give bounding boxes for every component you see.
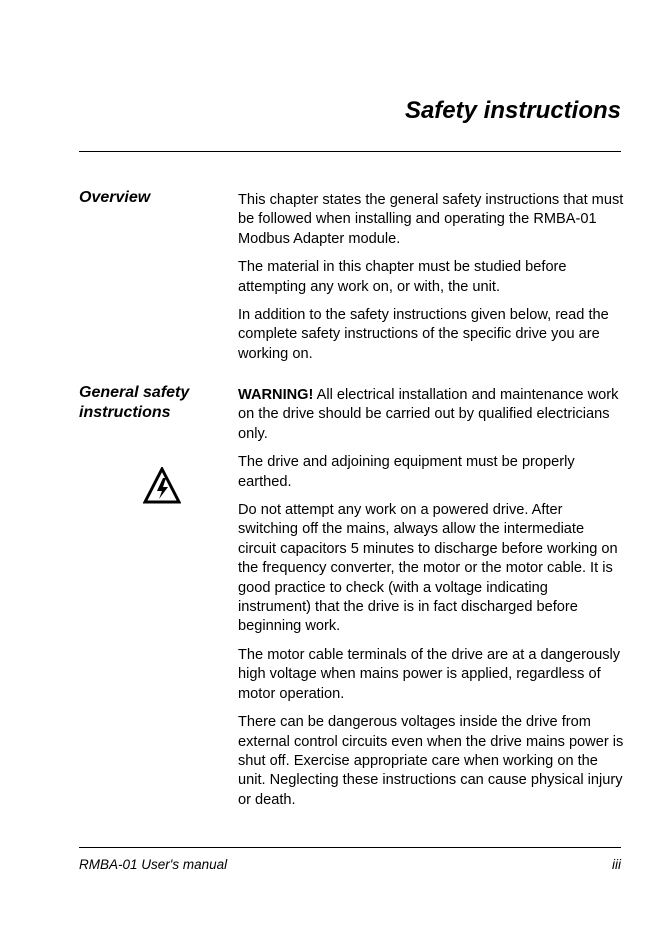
- warning-label: WARNING!: [238, 387, 314, 403]
- general-safety-heading: [79, 383, 189, 423]
- safety-paragraph-external-voltage: There can be dangerous voltages inside the drive from external control circuits even when the drive mains power is shut off. Exercise appropriate care when working on the unit. Neglecting these instructions can cause physical injury or death.: [238, 714, 624, 808]
- overview-paragraph-2: The material in this chapter must be studied before attempting any work on, or with, the unit.: [238, 259, 567, 295]
- safety-paragraph-motor-cable: The motor cable terminals of the drive are at a dangerously high voltage when mains power is applied, regardless of motor operation.: [238, 646, 621, 702]
- chapter-title: Safety instructions: [404, 97, 621, 124]
- warning-paragraph: [238, 386, 624, 444]
- overview-heading: Overview: [79, 189, 151, 206]
- footer-rule: [79, 847, 621, 848]
- overview-body: [238, 191, 624, 373]
- warning-text: All electrical installation and maintenance work on the drive should be carried out by qualified electricians only.: [238, 387, 619, 442]
- safety-paragraph-powered-drive: Do not attempt any work on a powered drive. After switching off the mains, always allow the intermediate circuit capacitors 5 minutes to discharge before working on the frequency converter, the motor or the motor cable. It is good practice to check (with a voltage indicating instrument) that the drive is in fact discharged before beginning work.: [238, 502, 618, 635]
- overview-paragraph-3: In addition to the safety instructions given below, read the complete safety instructions of the specific drive you are working on.: [238, 307, 609, 362]
- footer-manual-title: RMBA-01 User's manual: [79, 857, 228, 872]
- overview-paragraph-1: This chapter states the general safety instructions that must be followed when installing and operating the RMBA-01 Modbus Adapter module.: [238, 192, 624, 247]
- safety-paragraph-earthing: The drive and adjoining equipment must be properly earthed.: [238, 454, 575, 490]
- general-safety-body: [238, 386, 624, 819]
- general-safety-heading-line1: General safety: [79, 384, 190, 401]
- header-rule: [79, 151, 621, 152]
- high-voltage-warning-icon: [143, 467, 181, 505]
- footer-page-number: iii: [612, 857, 621, 872]
- general-safety-heading-line2: instructions: [79, 404, 171, 421]
